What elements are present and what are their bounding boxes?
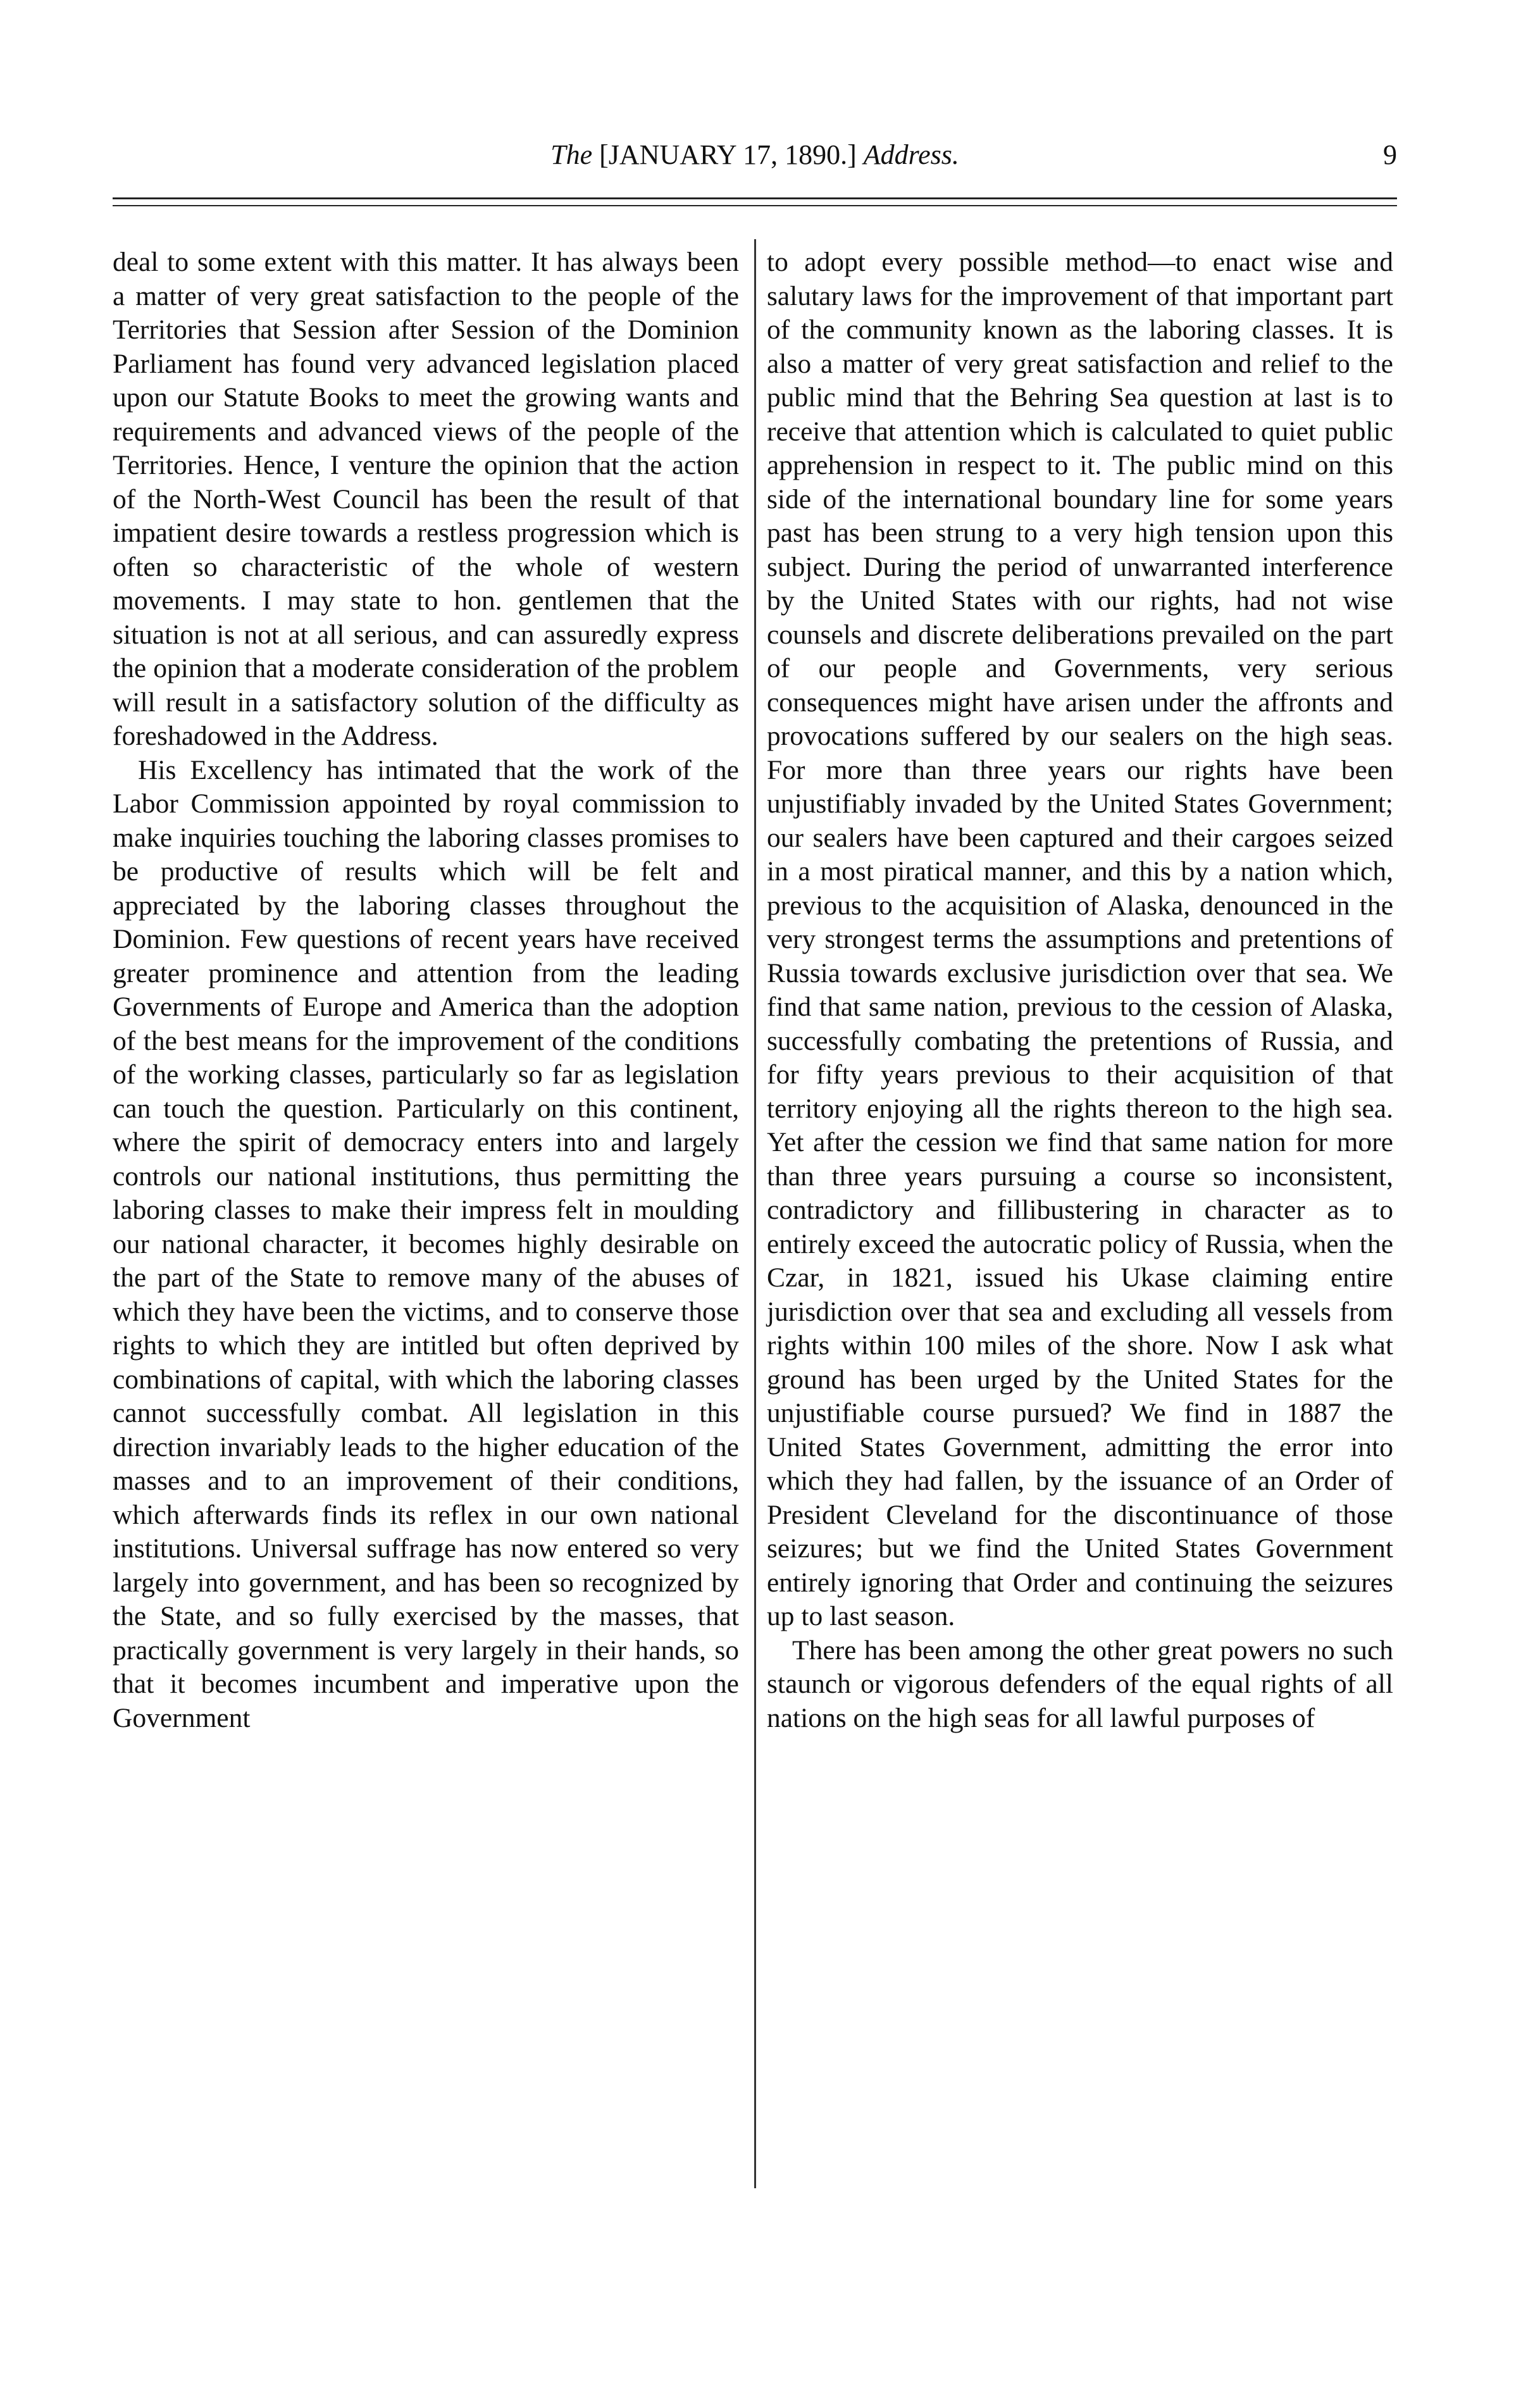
running-title-date: [JANUARY 17, 1890.] [592,139,864,170]
header-rule-top [113,197,1397,199]
left-paragraph-1: deal to some extent with this matter. It has always been a matter of very great satisfaction to the people of the Territories that Session after Session of the Dominion Parliament has found very advanced legislation placed upon our Statute Books to meet the growing wants and requirements and advanced views of the people of the Territories. Hence, I venture the opinion that the action of the North-West Council has been the result of that impatient desire towards a restless progression which is often so characteristic of the whole of western movements. I may state to hon. gentlemen that the situation is not at all serious, and can assuredly express the opinion that a moderate consideration of the problem will result in a satisfactory solution of the difficulty as foreshadowed in the Address. [113,247,739,751]
right-paragraph-1: to adopt every possible method—to enact wise and salutary laws for the improvement of that important part of the community known as the laboring classes. It is also a matter of very great satisfaction and relief to the public mind that the Behring Sea question at last is to receive that attention which is calculated to quiet public apprehension in respect to it. The public mind on this side of the international boundary line for some years past has been strung to a very high tension upon this subject. During the period of unwarranted interference by the United States with our rights, had not wise counsels and discrete deliberations prevailed on the part of our people and Governments, very serious consequences might have arisen under the affronts and provocations suffered by our sealers on the high seas. For more than three years our rights have been unjustifiably invaded by the United States Government; our sealers have been captured and their cargoes seized in a most piratical manner, and this by a nation which, previous to the acquisition of Alaska, denounced in the very strongest terms the assumptions and pretentions of Russia towards exclusive jurisdiction over that sea. We find that same nation, previous to the cession of Alaska, successfully combating the pretentions of Russia, and for fifty years previous to their acquisition of that territory enjoying all the rights thereon to the high sea. Yet after the cession we find that same nation for more than three years pursuing a course so inconsistent, contradictory and fillibustering in character as to entirely exceed the autocratic policy of Russia, when the Czar, in 1821, issued his Ukase claiming entire jurisdiction over that sea and excluding all vessels from rights within 100 miles of the shore. Now I ask what ground has been urged by the United States for the unjustifiable course pursued? We find in 1887 the United States Government, admitting the error into which they had fallen, by the issuance of an Order of President Cleveland for the discontinuance of those seizures; but we find the United States Government entirely ignoring that Order and continuing the seizures up to last season. [767,247,1393,1631]
running-title [113,133,1397,177]
right-column [767,246,1393,1735]
left-column [113,246,739,1735]
running-title-suffix: Address. [863,139,959,170]
left-paragraph-2: His Excellency has intimated that the work of the Labor Commission appointed by royal commission to make inquiries touching the laboring classes promises to be productive of results which will be felt and appreciated by the laboring classes throughout the Dominion. Few questions of recent years have received greater prominence and attention from the leading Governments of Europe and America than the adoption of the best means for the improvement of the conditions of the working classes, particularly so far as legislation can touch the question. Particularly on this continent, where the spirit of democracy enters into and largely controls our national institutions, thus permitting the laboring classes to make their impress felt in moulding our national character, it becomes highly desirable on the part of the State to remove many of the abuses of which they have been the victims, and to conserve those rights to which they are intitled but often deprived by combinations of capital, with which the laboring classes cannot successfully combat. All legislation in this direction invariably leads to the higher education of the masses and to an improvement of their conditions, which afterwards finds its reflex in our own national institutions. Universal suffrage has now entered so very largely into government, and has been so recognized by the State, and so fully exercised by the masses, that practically government is very largely in their hands, so that it becomes incumbent and imperative upon the Government [113,754,739,1733]
column-divider [754,239,756,2188]
right-paragraph-2: There has been among the other great powers no such staunch or vigorous defenders of the equal rights of all nations on the high seas for all lawful purposes of [767,1635,1393,1733]
running-title-prefix: The [550,139,593,170]
running-head [113,133,1397,177]
header-rule-bottom [113,205,1397,206]
page-number: 9 [1383,139,1397,170]
